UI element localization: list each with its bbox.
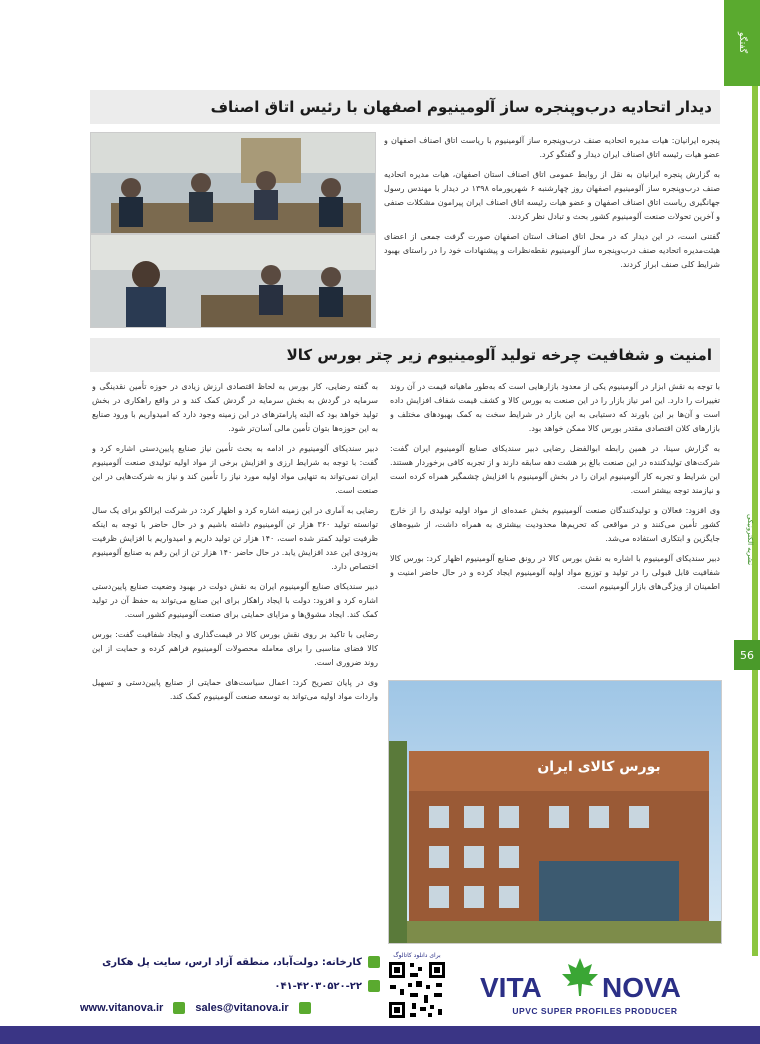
article2-paragraph: با توجه به نقش ابزار در آلومینیوم یکی از معدود بازارهایی است که به‌طور ماهیانه قیمت در آن روند تغییرات را دارد. این امر نیاز بازار را در این صنعت به بورس کالا و کشف قیمت شفاف افزایش داده است و آن‌ها بر این باورند که دستیابی به این بازار در شرایط سخت به کمک بهبودهای مختلف و بازارهای کلان اقتصادی مقتدر بورس کالا ممکن خواهد بود. <box>390 382 720 433</box>
phone-icon <box>368 980 380 992</box>
contact-phone <box>80 980 380 992</box>
qr-code-icon[interactable] <box>386 959 448 1021</box>
factory-icon <box>368 956 380 968</box>
logo-word-right: NOVA <box>602 972 681 1003</box>
page-number: 56 <box>734 640 760 670</box>
vitanova-logo <box>480 956 710 1020</box>
section-tab <box>724 0 760 86</box>
article1-body <box>384 134 720 328</box>
address-text: کارخانه: دولت‌آباد، منطقه آزاد ارس، سایت پل هکاری <box>102 956 362 968</box>
article2-paragraph: رضایی به آماری در این زمینه اشاره کرد و اظهار کرد: در شرکت ایرالکو برای یک سال توانسته تولید ۳۶۰ هزار تن آلومینیوم داشته باشیم و در حال حاضر با توجه به اینکه ظرفیت تولید کمتر شده است، ۱۴۰ هزار تن تولید داریم و امیدواریم با افزایش ظرفیت به‌زودی این عدد افزایش یابد. در حال حاضر ۱۴۰ هزار تن از این رقم به صنایع آلومینیوم اختصاص دارد. <box>92 506 378 571</box>
qr-block <box>386 952 448 1024</box>
article1-paragraph: پنجره ایرانیان: هیات مدیره اتحادیه صنف درب‌وپنجره ساز آلومینیوم با ریاست اتاق اصناف اصفهان و عضو هیات رئیسه اتاق اصناف ایران دیدار و گفتگو کرد. <box>384 136 720 159</box>
footer-bar <box>0 1026 760 1044</box>
article1-headline-text: دیدار اتحادیه درب‌وپنجره ساز آلومینیوم اصفهان با رئیس اتاق اصناف <box>210 98 712 116</box>
logo-tagline: UPVC SUPER PROFILES PRODUCER <box>512 1006 678 1016</box>
article1-headline <box>90 90 720 124</box>
article2-paragraph: به گفته رضایی، کار بورس به لحاظ اقتصادی ارزش زیادی در حوزه تأمین نقدینگی و سرمایه در گردش به بخش سرمایه در گردش کمک کند و در واقع راهکاری در بخش تولید خواهد بود که البته پارامترهای در این زمینه وجود دارد که امیدواریم با ورود صنایع به این حوزه‌ها بتوان تأمین مالی آسان‌تر شود. <box>92 382 378 433</box>
email-icon <box>299 1002 311 1014</box>
article2-headline <box>90 338 720 372</box>
side-strip-text: نشریه الکترونیکی <box>746 514 754 566</box>
logo-word-left: VITA <box>480 972 542 1003</box>
meeting-photo-bottom-art <box>91 235 375 327</box>
article1-paragraph: به گزارش پنجره ایرانیان به نقل از روابط عمومی اتاق اصناف استان اصفهان، هیات مدیره اتحادیه صنف درب‌وپنجره ساز آلومینیوم اصفهان روز چهارشنبه ۶ شهریورماه ۱۳۹۸ در دیدار با مهندس رسول جهانگیری ریاست اتاق اصناف اصفهان و عضو هیات رئیسه اتاق اصناف ایران پیرامون مشکلات صنفی و آخرین تحولات صنعت آلومینیوم کشور بحث و تبادل نظر کردند. <box>384 170 720 221</box>
building-sign: بورس کالای ایران <box>537 759 661 775</box>
section-tab-label: گفتگو <box>737 32 747 54</box>
article2-left-column <box>92 380 378 940</box>
globe-icon <box>173 1002 185 1014</box>
article2-headline-text: امنیت و شفافیت چرخه تولید آلومینیوم زیر چتر بورس کالا <box>286 346 712 364</box>
article2-right-column <box>390 380 720 672</box>
email-link[interactable]: sales@vitanova.ir <box>195 1002 289 1014</box>
footer-ad <box>60 950 724 1026</box>
commodity-exchange-photo <box>388 680 722 944</box>
article2-paragraph: دبیر سندیکای آلومینیوم در ادامه به بحث تأمین نیاز صنایع پایین‌دستی اشاره کرد و گفت: با توجه به شرایط ارزی و افزایش برخی از مواد اولیه تولیدی صنعت آلومینیوم ایران نمی‌تواند به تنهایی مواد اولیه مورد نیاز را تأمین کند و نیاز به شرکت‌هایی در این صنعت است. <box>92 444 378 495</box>
meeting-photo-bottom <box>90 234 376 328</box>
article2-paragraph: به گزارش سینا، در همین رابطه ابوالفضل رضایی دبیر سندیکای صنایع آلومینیوم ایران گفت: شرکت‌های تولیدکننده در این صنعت بالغ بر هشت دهه سابقه دارند و از تجربه کافی برخوردار هستند. این شرایط و تجربه کار آلومینیوم ایران را در بخش آلومینیوم با افزایش چشمگیر همراه کرده است و نیازمند توجه بیشتر است. <box>390 444 720 495</box>
website-link[interactable]: www.vitanova.ir <box>80 1002 164 1014</box>
meeting-photo-top-art <box>91 133 375 233</box>
contact-address <box>80 956 380 968</box>
commodity-exchange-photo-art <box>389 681 721 943</box>
article2-paragraph: دبیر سندیکای صنایع آلومینیوم ایران به نقش دولت در بهبود وضعیت صنایع پایین‌دستی اشاره کرد و افزود: دولت با ایجاد راهکار برای این صنایع می‌تواند به حفظ آن در تولید کمک کند. ایجاد مشوق‌ها و مزایای حمایتی برای صنعت آلومینیوم کشور است. <box>92 582 378 619</box>
article2-paragraph: دبیر سندیکای آلومینیوم با اشاره به نقش بورس کالا در رونق صنایع آلومینیوم اظهار کرد: بورس کالا شفافیت قابل قبولی را در تولید و توزیع مواد اولیه آلومینیوم ایجاد کرده و در حال حاضر امنیت و اطمینان از ویژگی‌های بازار آلومینیوم است. <box>390 554 720 591</box>
meeting-photo-top <box>90 132 376 234</box>
article2-paragraph: وی در پایان تصریح کرد: اعمال سیاست‌های حمایتی از صنایع پایین‌دستی و تسهیل واردات مواد اولیه می‌تواند به توسعه صنعت آلومینیوم کمک کند. <box>92 678 378 701</box>
article2-paragraph: وی افزود: فعالان و تولیدکنندگان صنعت آلومینیوم بخش عمده‌ای از مواد اولیه تولیدی را از خارج کشور تأمین می‌کنند و در مواقعی که تحریم‌ها محدودیت بیشتری به همراه داشت، از شیوه‌های جایگزین و ابتکاری استفاده می‌شد. <box>390 506 720 543</box>
maple-leaf-icon <box>560 956 600 998</box>
qr-caption: برای دانلود کاتالوگ <box>393 952 441 959</box>
article1-paragraph: گفتنی است، در این دیدار که در محل اتاق اصناف استان اصفهان صورت گرفت جمعی از اعضای هیئت‌مدیره اتحادیه صنف درب‌وپنجره ساز آلومینیوم نقطه‌نظرات و پیشنهادات خود را در راستای بهبود شرایط کلی صنف ابراز کردند. <box>384 232 720 269</box>
phone-text[interactable]: ۰۴۱-۴۲۰۳۰۵۲۰-۲۲ <box>274 980 362 992</box>
contact-web-email <box>80 1002 380 1014</box>
article2-paragraph: رضایی با تاکید بر روی نقش بورس کالا در قیمت‌گذاری و ایجاد شفافیت گفت: بورس کالا فضای مناسبی را برای معامله محصولات آلومینیوم فراهم کرده و حمایت از این روند ضروری است. <box>92 630 378 667</box>
